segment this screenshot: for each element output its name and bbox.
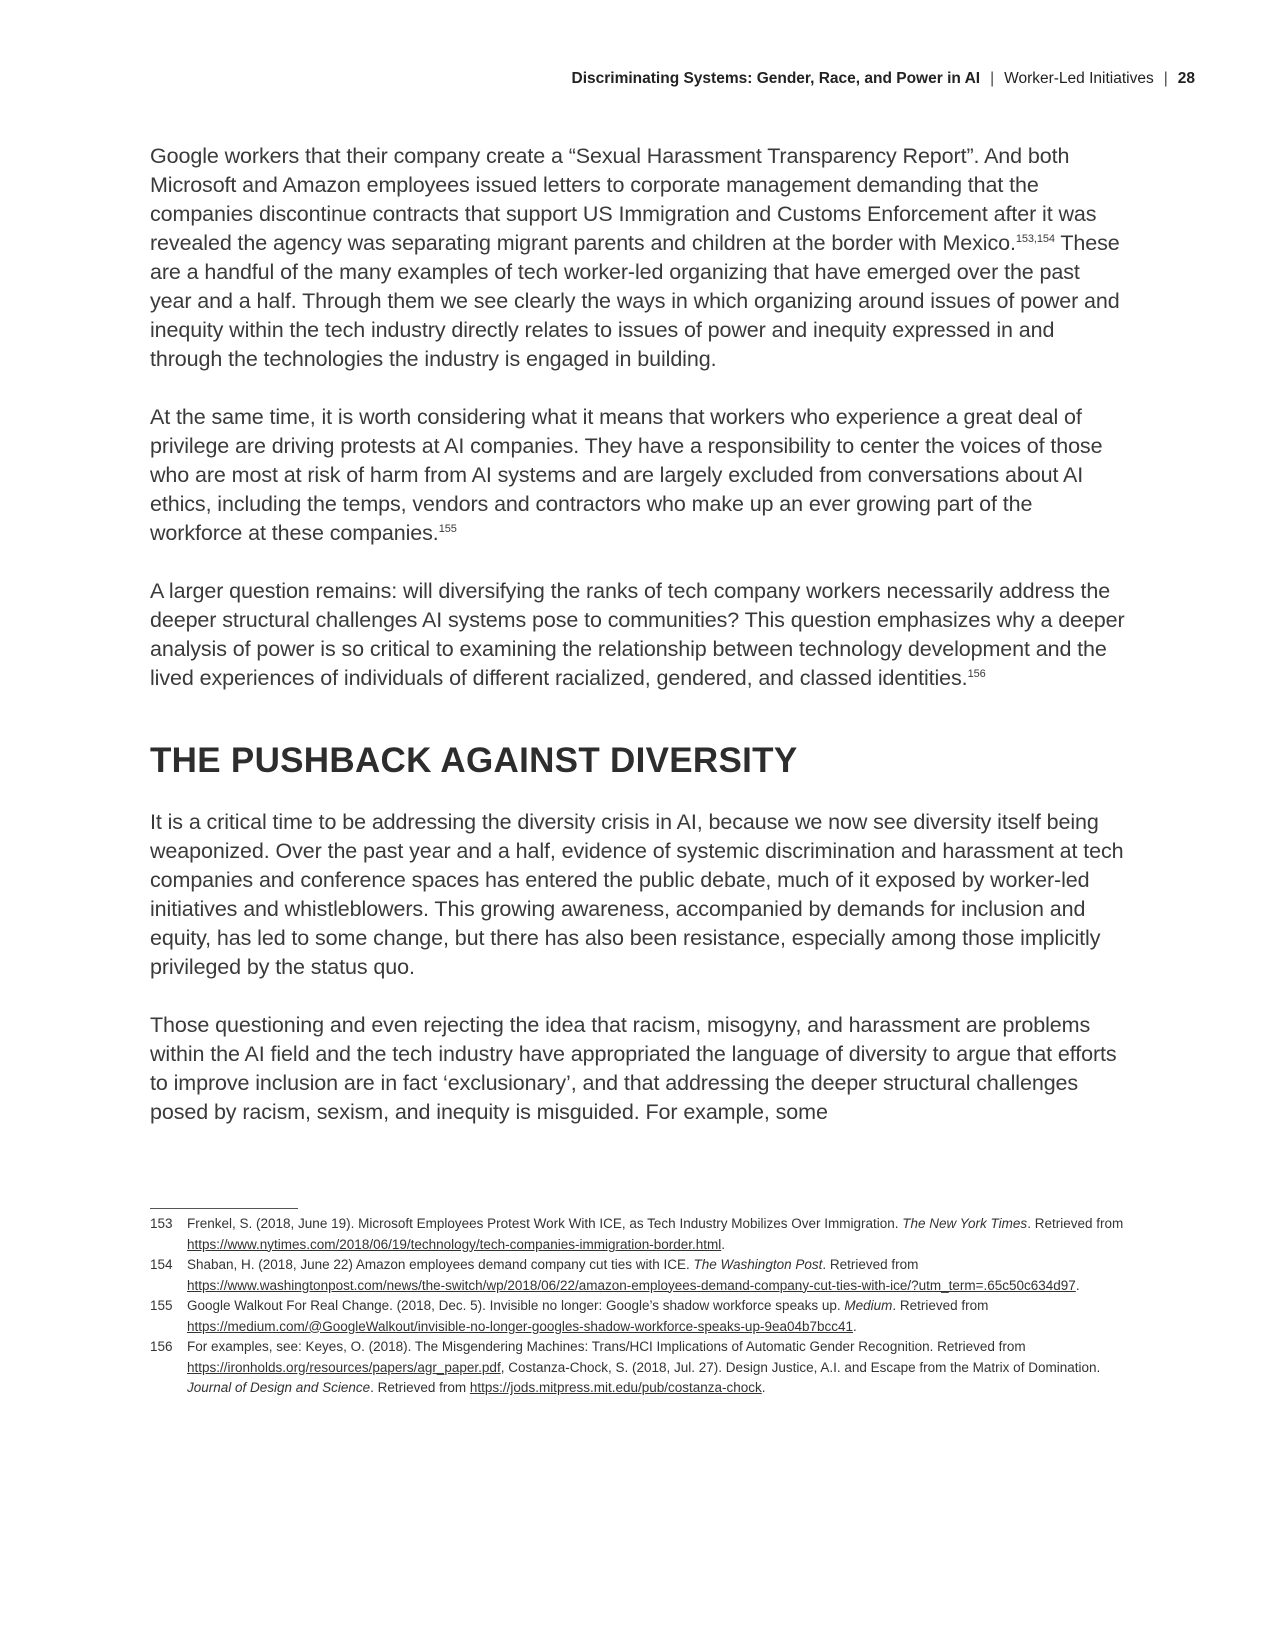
footnote-citation: . [853,1318,857,1334]
publication-name: Journal of Design and Science [187,1380,371,1395]
footnote-text [187,1337,1125,1399]
section-name: Worker-Led Initiatives [1004,70,1154,87]
running-header [572,70,1196,88]
footnote-citation: Frenkel, S. (2018, June 19). Microsoft Employees Protest Work With ICE, as Tech Industry Mobilizes Over Immigration. [187,1216,903,1231]
footnote-citation: . [721,1236,726,1252]
paragraph: Those questioning and even rejecting the idea that racism, misogyny, and harassment are problems within the AI field and the tech industry have appropriated the language of diversity to argue that efforts to improve inclusion are in fact ‘exclusionary’, and that addressing the deeper structural challenges posed by racism, sexism, and inequity is misguided. For example, some [150,1013,1117,1124]
footnote-number: 156 [150,1339,173,1354]
paragraph-text: A larger question remains: will diversifying the ranks of tech company workers necessarily address the deeper structural challenges AI systems pose to communities? This question emphasizes why a deeper analysis of power is so critical to examining the relationship between technology development and the lived experiences of individuals of different racialized, gendered, and classed identities. [150,579,1125,690]
footnote-text [187,1296,1125,1337]
header-separator: | [990,70,995,87]
publication-name: Medium [844,1298,893,1313]
paragraph-text: At the same time, it is worth considering what it means that workers who experience a great deal of privilege are driving protests at AI companies. They have a responsibility to center the voices of those who are most at risk of harm from AI systems and are largely excluded from conversations about AI ethics, including the temps, vendors and contractors who make up an ever growing part of the workforce at these companies. [150,405,1103,545]
footnote-link[interactable]: https://www.washingtonpost.com/news/the-switch/wp/2018/06/22/amazon-employees-demand-company-cut-ties-with-ice/?utm_term=.65c50c634d97 [187,1277,1076,1293]
footnote-link[interactable]: https://www.nytimes.com/2018/06/19/technology/tech-companies-immigration-border.html [187,1236,722,1252]
page-number: 28 [1177,70,1195,87]
footnote-154 [150,1255,1125,1296]
header-separator: | [1163,70,1168,87]
main-content [150,142,1125,1156]
footnotes [150,1214,1125,1399]
footnote-number: 153 [150,1216,173,1231]
paragraph-text: Google workers that their company create a “Sexual Harassment Transparency Report”. And both Microsoft and Amazon employees issued letters to corporate management demanding that the companies discontinue contracts that support US Immigration and Customs Enforcement after it was revealed the agency was separating migrant parents and children at the border with Mexico. [150,144,1097,255]
footnote-155 [150,1296,1125,1337]
publication-name: The Washington Post [693,1257,823,1272]
footnote-citation: Google Walkout For Real Change. (2018, Dec. 5). Invisible no longer: Google’s shadow workforce speaks up. [187,1298,845,1313]
footnote-citation: Shaban, H. (2018, June 22) Amazon employees demand company cut ties with ICE. [187,1257,694,1272]
footnote-link[interactable]: https://ironholds.org/resources/papers/agr_paper.pdf [187,1359,501,1375]
footnote-citation: . Retrieved from [370,1380,470,1395]
footnote-number: 155 [150,1298,173,1313]
footnote-divider [150,1208,298,1209]
paragraph: It is a critical time to be addressing the diversity crisis in AI, because we now see diversity itself being weaponized. Over the past year and a half, evidence of systemic discrimination and harassment at tech companies and conference spaces has entered the public debate, much of it exposed by worker-led initiatives and whistleblowers. This growing awareness, accompanied by demands for inclusion and equity, has led to some change, but there has also been resistance, especially among those implicitly privileged by the status quo. [150,810,1124,979]
footnote-citation: . Retrieved from [1027,1216,1124,1231]
footnote-citation: . [1075,1277,1080,1293]
paragraph-text: These are a handful of the many examples of tech worker-led organizing that have emerged over the past year and a half. Through them we see clearly the ways in which organizing around issues of power and inequity within the tech industry directly relates to issues of power and inequity expressed in and through the technologies the industry is engaged in building. [150,231,1120,371]
publication-name: The New York Times [902,1216,1028,1231]
footnote-number: 154 [150,1257,173,1272]
paragraph [150,142,1125,374]
footnote-ref[interactable]: 155 [438,522,457,535]
footnote-text [187,1255,1125,1296]
footnote-ref[interactable]: 156 [967,667,986,680]
footnote-153 [150,1214,1125,1255]
paragraph [150,577,1125,693]
footnote-citation: , Costanza-Chock, S. (2018, Jul. 27). Design Justice, A.I. and Escape from the Matrix of Domination. [500,1359,1101,1375]
footnote-link[interactable]: https://jods.mitpress.mit.edu/pub/costanza-chock [469,1380,762,1395]
footnote-citation: . [761,1380,766,1395]
footnote-citation: For examples, see: Keyes, O. (2018). The Misgendering Machines: Trans/HCI Implications of Automatic Gender Recognition. Retrieved from [187,1339,1026,1354]
section-heading: THE PUSHBACK AGAINST DIVERSITY [150,741,798,780]
footnote-text [187,1214,1125,1255]
footnote-citation: . Retrieved from [892,1298,989,1313]
paragraph [150,403,1125,548]
footnote-link[interactable]: https://medium.com/@GoogleWalkout/invisible-no-longer-googles-shadow-workforce-speaks-up-9ea04b7bcc41 [187,1318,854,1334]
footnote-ref[interactable]: 153,154 [1015,232,1055,245]
document-title: Discriminating Systems: Gender, Race, and Power in AI [571,70,981,87]
footnote-citation: . Retrieved from [822,1257,919,1272]
footnote-156 [150,1337,1125,1399]
